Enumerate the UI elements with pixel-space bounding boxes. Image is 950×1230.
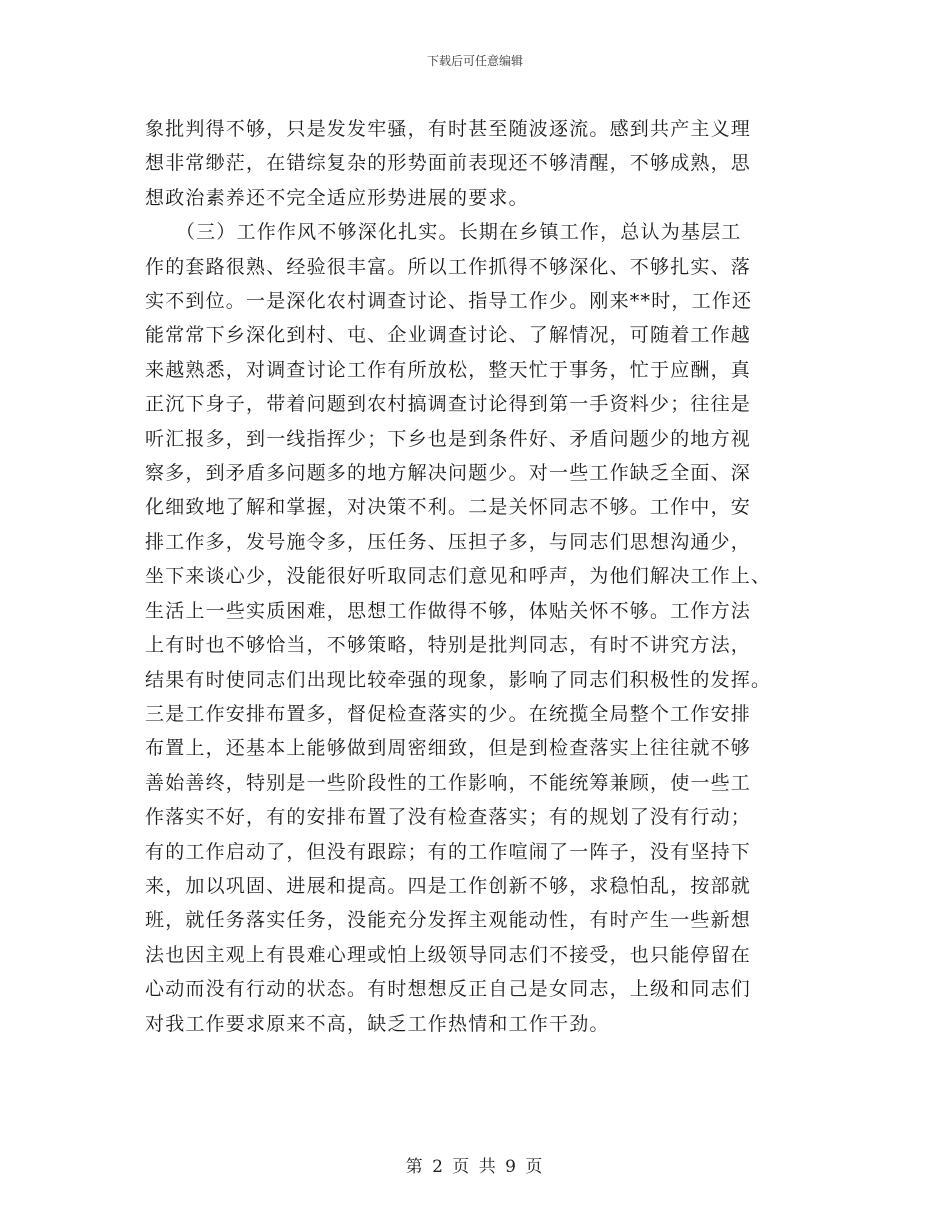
text-line: 心动而没有行动的状态。有时想想反正自己是女同志，上级和同志们 — [145, 978, 752, 1001]
text-line: 想非常缈茫，在错综复杂的形势面前表现还不够清醒，不够成熟，思 — [145, 152, 752, 175]
text-line: 正沉下身子，带着问题到农村搞调查讨论得到第一手资料少；往往是 — [145, 393, 752, 416]
document-body — [145, 112, 795, 1041]
text-line: 想政治素养还不完全适应形势进展的要求。 — [145, 186, 529, 209]
text-line: 实不到位。一是深化农村调查讨论、指导工作少。刚来**时，工作还 — [145, 290, 753, 313]
text-line: 有的工作启动了，但没有跟踪；有的工作喧闹了一阵子，没有坚持下 — [145, 840, 752, 863]
page-number: 第 2 页 共 9 页 — [405, 1157, 545, 1177]
text-line: 布置上，还基本上能够做到周密细致，但是到检查落实上往往就不够 — [145, 737, 752, 760]
text-line: 班，就任务落实任务，没能充分发挥主观能动性，有时产生一些新想 — [145, 909, 752, 932]
text-line: 生活上一些实质困难，思想工作做得不够，体贴关怀不够。工作方法 — [145, 599, 752, 622]
text-line: 化细致地了解和掌握，对决策不利。二是关怀同志不够。工作中，安 — [145, 496, 752, 519]
page-header-note: 下载后可任意编辑 — [426, 54, 523, 68]
text-line: 象批判得不够，只是发发牢骚，有时甚至随波逐流。感到共产主义理 — [145, 118, 752, 140]
text-line: 对我工作要求原来不高，缺乏工作热情和工作干劲。 — [145, 1012, 610, 1035]
text-line: 来越熟悉，对调查讨论工作有所放松，整天忙于事务，忙于应酬，真 — [145, 358, 752, 381]
text-line: 作落实不好，有的安排布置了没有检查落实；有的规划了没有行动； — [145, 806, 752, 829]
text-line: 上有时也不够恰当，不够策略，特别是批判同志，有时不讲究方法， — [145, 634, 752, 657]
text-line: 排工作多，发号施令多，压任务、压担子多，与同志们思想沟通少， — [145, 530, 752, 553]
text-line: 来，加以巩固、进展和提高。四是工作创新不够，求稳怕乱，按部就 — [145, 874, 752, 897]
text-line: （三）工作作风不够深化扎实。长期在乡镇工作，总认为基层工 — [145, 221, 742, 244]
text-line: 听汇报多，到一线指挥少；下乡也是到条件好、矛盾问题少的地方视 — [145, 427, 752, 450]
text-line: 结果有时使同志们出现比较牵强的现象，影响了同志们积极性的发挥。 — [145, 668, 772, 691]
text-line: 善始善终，特别是一些阶段性的工作影响，不能统筹兼顾，使一些工 — [145, 771, 752, 794]
text-line: 三是工作安排布置多，督促检查落实的少。在统揽全局整个工作安排 — [145, 702, 752, 725]
text-line: 作的套路很熟、经验很丰富。所以工作抓得不够深化、不够扎实、落 — [145, 255, 752, 278]
text-line: 察多，到矛盾多问题多的地方解决问题少。对一些工作缺乏全面、深 — [145, 462, 752, 485]
text-line: 能常常下乡深化到村、屯、企业调查讨论、了解情况，可随着工作越 — [145, 324, 752, 347]
text-line: 坐下来谈心少，没能很好听取同志们意见和呼声，为他们解决工作上、 — [145, 565, 772, 588]
text-line: 法也因主观上有畏难心理或怕上级领导同志们不接受，也只能停留在 — [145, 943, 752, 966]
